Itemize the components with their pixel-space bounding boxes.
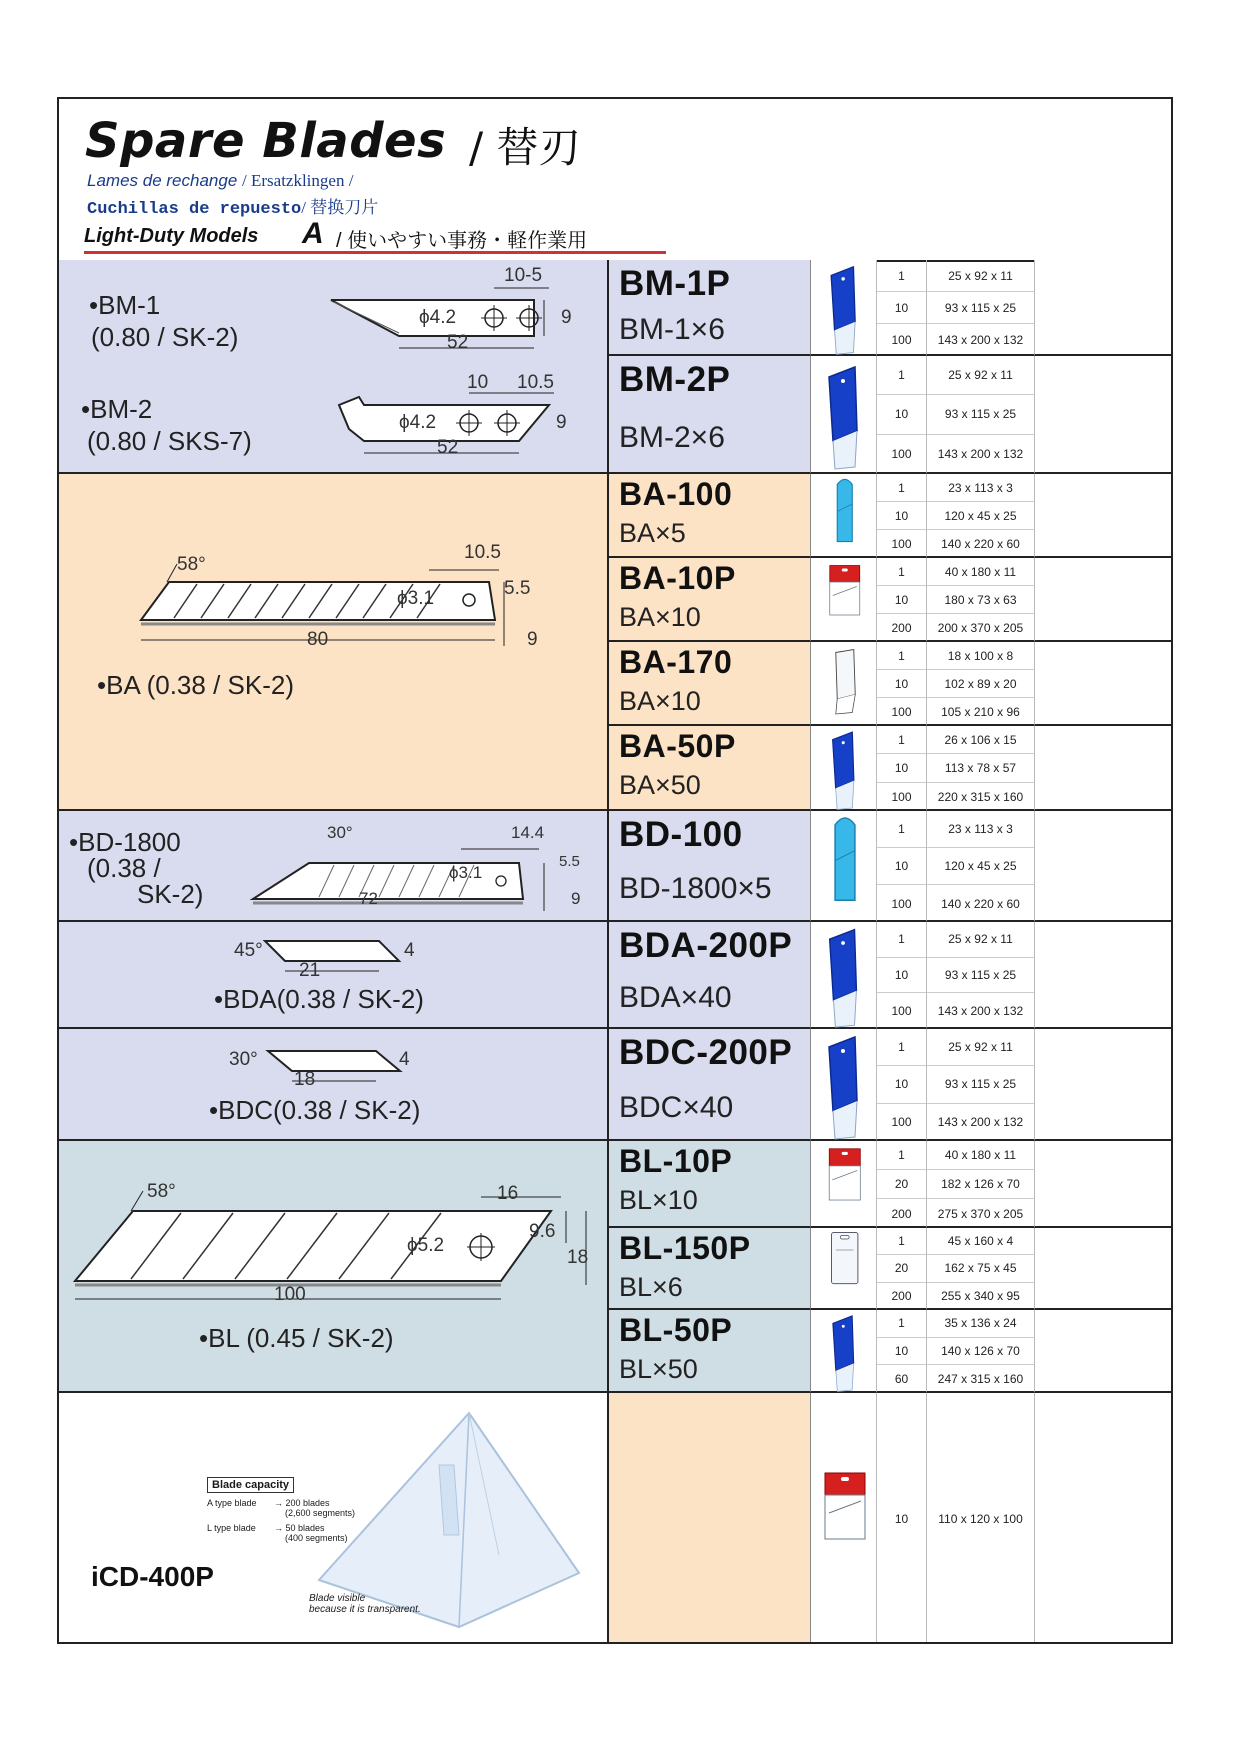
dimension-value: 200 x 370 x 205 (937, 621, 1024, 635)
blank-column (1035, 356, 1171, 474)
model-cell-bm-2p (607, 356, 810, 474)
model-cell-ba-100 (607, 474, 810, 558)
dimension-value: 140 x 220 x 60 (941, 537, 1020, 551)
dimension-value: 105 x 210 x 96 (941, 705, 1020, 719)
package-image-cell (810, 642, 876, 726)
dim-ba-angle: 58° (177, 554, 206, 575)
dim-bda-length: 21 (299, 960, 321, 981)
blade-name-bl-code: •BL (199, 1323, 239, 1353)
blue-case-icon (811, 260, 877, 356)
blade-name-bda (214, 984, 424, 1015)
pack-contents: BL×50 (619, 1354, 698, 1384)
blue-case-icon (811, 922, 877, 1029)
blank-column (1035, 1228, 1171, 1310)
dimension-value: 25 x 92 x 11 (927, 1029, 1034, 1066)
dim-bm1-side: 9 (561, 307, 572, 328)
quantity-value: 100 (891, 1004, 912, 1019)
pack-contents: BDC×40 (619, 1091, 734, 1124)
blade-spec-bd1800-2: SK-2) (137, 879, 204, 909)
quantity-value: 1 (877, 260, 926, 292)
dimension-value: 93 x 115 x 25 (927, 958, 1034, 994)
quantity-column (876, 474, 926, 558)
quantity-value: 100 (891, 1115, 912, 1130)
blade-spec-ba: (0.38 / SK-2) (146, 670, 294, 700)
hang-pack-icon (811, 1141, 877, 1228)
dimension-column (926, 1310, 1035, 1393)
model-cell-ba-170 (607, 642, 810, 726)
pack-contents: BL×6 (619, 1272, 683, 1302)
model-cell-bl-50p (607, 1310, 810, 1393)
dimension-value: 93 x 115 x 25 (927, 1066, 1034, 1103)
dimension-value: 40 x 180 x 11 (927, 1141, 1034, 1170)
blank-column (1035, 260, 1171, 356)
dim-bda-height: 4 (404, 940, 415, 961)
product-code: BL-50P (619, 1312, 733, 1348)
quantity-column (876, 1393, 926, 1644)
category-letter: A (302, 217, 324, 250)
cyan-tube-icon (811, 474, 877, 558)
dimension-value: 140 x 220 x 60 (941, 896, 1020, 911)
quantity-value: 1 (877, 1141, 926, 1170)
dimension-value: 93 x 115 x 25 (927, 292, 1034, 324)
subtitle-de: / Ersatzklingen / (242, 171, 354, 190)
blank-column (1035, 1141, 1171, 1228)
quantity-value: 100 (891, 896, 912, 911)
blade-name-bdc (209, 1095, 420, 1126)
dimension-value: 180 x 73 x 63 (927, 586, 1034, 614)
dimension-value: 247 x 315 x 160 (937, 1372, 1024, 1387)
model-cell-bm-1p (607, 260, 810, 356)
dim-bm2-length: 52 (437, 437, 459, 458)
product-code: BM-2P (619, 360, 731, 399)
dimension-value: 113 x 78 x 57 (927, 754, 1034, 782)
dimension-value: 162 x 75 x 45 (927, 1255, 1034, 1282)
section-ba (59, 474, 607, 811)
model-cell-bda-200p (607, 922, 810, 1029)
quantity-value: 200 (891, 621, 912, 635)
product-code: BM-1P (619, 264, 731, 303)
dim-ba-side: 5.5 (504, 578, 531, 599)
quantity-value: 10 (877, 958, 926, 994)
quantity-value: 100 (891, 789, 912, 804)
dim-bl-length: 100 (274, 1284, 306, 1305)
dimension-value: 140 x 126 x 70 (927, 1338, 1034, 1366)
dim-bdc-angle: 30° (229, 1049, 258, 1070)
section-bd1800 (59, 811, 607, 922)
category-heading (84, 219, 666, 254)
dim-bd1800-hole: ϕ3.1 (449, 863, 483, 882)
blue-case-icon (811, 1029, 877, 1141)
section-icd (59, 1393, 607, 1644)
capacity-title: Blade capacity (207, 1477, 294, 1493)
dimension-column (926, 1228, 1035, 1310)
blade-spec-bl: (0.45 / SK-2) (246, 1323, 394, 1353)
catalog-header (59, 99, 1171, 262)
pack-contents: BA×5 (619, 518, 686, 548)
dimension-column (926, 1393, 1035, 1644)
model-cell-bdc-200p (607, 1029, 810, 1141)
capacity-a-label: A type blade (207, 1498, 257, 1508)
dim-bl-height: 18 (567, 1247, 589, 1268)
capacity-a-value: → 200 blades (274, 1498, 330, 1508)
dimension-value: 220 x 315 x 160 (937, 789, 1024, 804)
quantity-value: 10 (877, 1066, 926, 1103)
dim-bda-angle: 45° (234, 940, 263, 961)
product-code: BDC-200P (619, 1033, 793, 1072)
dimension-value: 40 x 180 x 11 (927, 558, 1034, 586)
capacity-l-label: L type blade (207, 1523, 256, 1533)
dim-ba-height: 9 (527, 629, 538, 650)
blank-column (1035, 1393, 1171, 1644)
blade-spec-bda: (0.38 / SK-2) (276, 984, 424, 1014)
quantity-value: 20 (877, 1170, 926, 1199)
dimension-value: 25 x 92 x 11 (927, 356, 1034, 395)
dimension-value: 143 x 200 x 132 (937, 333, 1024, 347)
dimension-value: 35 x 136 x 24 (927, 1310, 1034, 1338)
dimension-value: 45 x 160 x 4 (927, 1228, 1034, 1255)
quantity-value: 1 (877, 922, 926, 958)
catalog-sheet (57, 97, 1173, 1644)
quantity-value: 1 (877, 1029, 926, 1066)
visible-note-1: Blade visible (309, 1593, 366, 1604)
blade-diagram-bda (259, 937, 459, 987)
dimension-value: 143 x 200 x 132 (937, 447, 1024, 462)
dimension-value: 23 x 113 x 3 (927, 811, 1034, 848)
package-image-cell (810, 1310, 876, 1393)
hang-pack-icon (811, 1463, 877, 1575)
dim-bm2-top2: 10.5 (517, 372, 554, 393)
blank-column (1035, 811, 1171, 922)
blade-spec-bdc: (0.38 / SK-2) (273, 1095, 421, 1125)
quantity-value: 20 (877, 1255, 926, 1282)
dim-bd1800-angle: 30° (327, 823, 353, 842)
quantity-column (876, 1141, 926, 1228)
blank-column (1035, 642, 1171, 726)
dim-bdc-height: 4 (399, 1049, 410, 1070)
dim-bdc-length: 18 (294, 1069, 316, 1090)
blade-spec-bd1800-1: (0.38 / (87, 853, 161, 883)
clear-box-icon (811, 642, 877, 726)
blade-diagram-ba (139, 554, 589, 664)
blade-spec-bm1: (0.80 / SK-2) (91, 322, 239, 352)
dimension-value: 143 x 200 x 132 (937, 1004, 1024, 1019)
blade-name-bdc-code: •BDC (209, 1095, 273, 1125)
quantity-value: 10 (877, 586, 926, 614)
pack-contents: BD-1800×5 (619, 872, 772, 905)
blade-name-bm1: •BM-1 (89, 290, 161, 320)
blade-name-bm2: •BM-2 (81, 394, 153, 424)
section-bl (59, 1141, 607, 1393)
quantity-value: 10 (877, 395, 926, 434)
quantity-value: 10 (877, 754, 926, 782)
quantity-value: 10 (877, 848, 926, 885)
package-image-cell (810, 1141, 876, 1228)
quantity-column (876, 356, 926, 474)
package-image-cell (810, 1393, 876, 1644)
package-image-cell (810, 1228, 876, 1310)
package-image-cell (810, 356, 876, 474)
category-name: Light-Duty Models (84, 225, 259, 247)
dimension-column (926, 811, 1035, 922)
product-code: BA-50P (619, 728, 736, 764)
dimension-column (926, 558, 1035, 642)
product-code: BA-100 (619, 476, 733, 512)
quantity-value: 100 (891, 537, 912, 551)
blue-case-icon (811, 726, 877, 811)
product-code-icd400p: iCD-400P (91, 1561, 214, 1592)
quantity-value: 10 (877, 670, 926, 698)
quantity-column (876, 1228, 926, 1310)
dim-bd1800-side: 5.5 (559, 853, 580, 870)
quantity-column (876, 1029, 926, 1141)
dim-bd1800-length: 72 (359, 889, 378, 908)
model-cell-bd-100 (607, 811, 810, 922)
quantity-column (876, 642, 926, 726)
subtitle-line-1 (87, 171, 353, 191)
product-code: BL-10P (619, 1143, 733, 1179)
capacity-l-value: → 50 blades (274, 1523, 325, 1533)
quantity-value: 100 (891, 705, 912, 719)
section-bda (59, 922, 607, 1029)
package-image-cell (810, 558, 876, 642)
quantity-column (876, 922, 926, 1029)
blank-column (1035, 558, 1171, 642)
quantity-value: 1 (877, 642, 926, 670)
product-code: BDA-200P (619, 926, 793, 965)
blade-name-bd1800: •BD-1800 (69, 827, 181, 857)
dim-bl-angle: 58° (147, 1181, 176, 1202)
blade-name-ba (97, 670, 294, 701)
dimension-value: 110 x 120 x 100 (938, 1511, 1023, 1526)
dimension-value: 275 x 370 x 205 (937, 1206, 1024, 1221)
dimension-value: 120 x 45 x 25 (927, 848, 1034, 885)
clear-hang-box-icon (811, 1228, 877, 1310)
capacity-l-note: (400 segments) (285, 1533, 348, 1543)
quantity-value: 1 (877, 726, 926, 754)
dimension-value: 26 x 106 x 15 (927, 726, 1034, 754)
quantity-value: 200 (891, 1289, 912, 1304)
dimension-value: 102 x 89 x 20 (927, 670, 1034, 698)
dim-bl-side: 9.6 (529, 1221, 556, 1242)
blank-column (1035, 1029, 1171, 1141)
dim-bl-hole: ϕ5.2 (407, 1235, 445, 1256)
subtitle-es: Cuchillas de repuesto (87, 200, 302, 219)
product-code: BA-10P (619, 560, 736, 596)
blade-name-bda-code: •BDA (214, 984, 277, 1014)
dimension-value: 255 x 340 x 95 (941, 1289, 1020, 1304)
blue-case-icon (811, 1310, 877, 1393)
blue-case-icon (811, 359, 877, 471)
quantity-value: 1 (877, 1228, 926, 1255)
package-image-cell (810, 726, 876, 811)
dim-bd1800-top: 14.4 (511, 823, 545, 842)
model-cell-ba-10p (607, 558, 810, 642)
dimension-value: 120 x 45 x 25 (927, 502, 1034, 530)
quantity-value: 1 (877, 1310, 926, 1338)
subtitle-zh: / 替换刀片 (301, 198, 379, 217)
quantity-value: 100 (891, 333, 912, 347)
dimension-column (926, 1141, 1035, 1228)
quantity-column (876, 726, 926, 811)
package-image-cell (810, 1029, 876, 1141)
pack-contents: BA×10 (619, 602, 701, 632)
capacity-a-note: (2,600 segments) (285, 1508, 356, 1518)
dimension-value: 25 x 92 x 11 (927, 922, 1034, 958)
quantity-value: 100 (891, 447, 912, 462)
dimension-column (926, 726, 1035, 811)
section-bm (59, 260, 607, 474)
model-cell-bl-10p (607, 1141, 810, 1228)
quantity-column (876, 558, 926, 642)
dimension-column (926, 922, 1035, 1029)
dim-ba-hole: ϕ3.1 (397, 588, 435, 609)
dimension-column (926, 474, 1035, 558)
blade-name-ba-code: •BA (97, 670, 140, 700)
dimension-value: 143 x 200 x 132 (937, 1115, 1024, 1130)
dim-bm1-hole: ϕ4.2 (419, 307, 457, 328)
quantity-value: 1 (877, 558, 926, 586)
blank-column (1035, 474, 1171, 558)
section-bdc (59, 1029, 607, 1141)
package-image-cell (810, 474, 876, 558)
blank-column (1035, 922, 1171, 1029)
pack-contents: BA×10 (619, 686, 701, 716)
pack-contents: BL×10 (619, 1185, 698, 1215)
dim-bm1-top: 10-5 (504, 265, 543, 286)
dimension-column (926, 642, 1035, 726)
dim-ba-top: 10.5 (464, 542, 501, 563)
quantity-value: 10 (877, 292, 926, 324)
product-code: BL-150P (619, 1230, 751, 1266)
model-cell-ba-50p (607, 726, 810, 811)
dim-bm2-hole: ϕ4.2 (399, 412, 437, 433)
quantity-value: 200 (891, 1206, 912, 1221)
visible-note-2: because it is transparent. (309, 1604, 421, 1615)
quantity-column (876, 1310, 926, 1393)
category-name-jp: / 使いやすい事務・軽作業用 (336, 230, 588, 252)
dim-bl-top: 16 (497, 1183, 519, 1204)
model-cell-icd-400p (607, 1393, 810, 1644)
quantity-value: 1 (877, 474, 926, 502)
dimension-column (926, 260, 1035, 356)
subtitle-fr: Lames de rechange (87, 171, 238, 190)
package-image-cell (810, 922, 876, 1029)
dim-bm2-side: 9 (556, 412, 567, 433)
quantity-value: 10 (877, 1338, 926, 1366)
dim-bd1800-height: 9 (571, 889, 581, 908)
pack-contents: BA×50 (619, 770, 701, 800)
subtitle-line-2 (87, 193, 378, 219)
blade-spec-bm2: (0.80 / SKS-7) (87, 426, 252, 456)
package-image-cell (810, 260, 876, 356)
page-title: Spare Blades (85, 113, 447, 169)
pack-contents: BM-2×6 (619, 421, 725, 454)
dim-ba-length: 80 (307, 629, 329, 650)
package-image-cell (810, 811, 876, 922)
pack-contents: BDA×40 (619, 981, 732, 1014)
blade-name-bl (199, 1323, 394, 1354)
dimension-value: 18 x 100 x 8 (927, 642, 1034, 670)
dim-bm1-length: 52 (447, 332, 469, 353)
product-code: BD-100 (619, 815, 743, 854)
blank-column (1035, 726, 1171, 811)
quantity-value: 1 (877, 356, 926, 395)
dimension-value: 182 x 126 x 70 (927, 1170, 1034, 1199)
dimension-value: 23 x 113 x 3 (927, 474, 1034, 502)
quantity-value: 1 (877, 811, 926, 848)
model-cell-bl-150p (607, 1228, 810, 1310)
quantity-value: 10 (894, 1511, 909, 1526)
blade-diagram-bd1800 (239, 829, 607, 919)
pack-contents: BM-1×6 (619, 313, 725, 346)
quantity-value: 60 (894, 1372, 909, 1387)
product-code: BA-170 (619, 644, 733, 680)
quantity-column (876, 260, 926, 356)
dimension-value: 25 x 92 x 11 (927, 260, 1034, 292)
hang-pack-icon (811, 558, 877, 642)
dimension-column (926, 1029, 1035, 1141)
dim-bm2-top1: 10 (467, 372, 489, 393)
blank-column (1035, 1310, 1171, 1393)
dimension-value: 93 x 115 x 25 (927, 395, 1034, 434)
quantity-value: 10 (877, 502, 926, 530)
page-title-jp: / 替刃 (469, 123, 581, 172)
quantity-column (876, 811, 926, 922)
cyan-tube-icon (811, 811, 877, 922)
dimension-column (926, 356, 1035, 474)
